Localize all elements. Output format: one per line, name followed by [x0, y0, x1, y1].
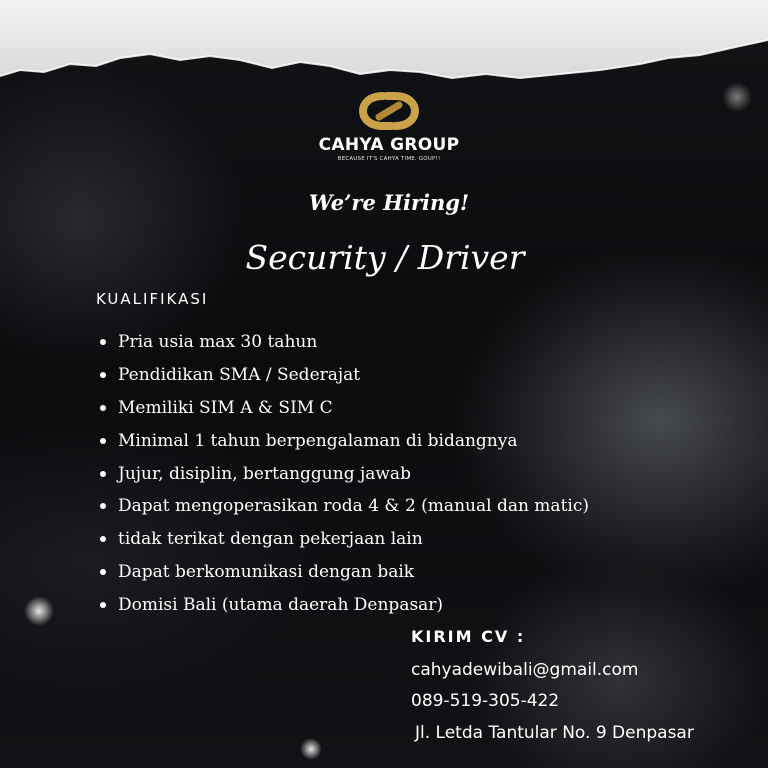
- qualification-text: Jujur, disiplin, bertanggung jawab: [118, 463, 411, 484]
- send-cv-title: KIRIM CV :: [411, 627, 526, 646]
- bullet-icon: [100, 405, 106, 411]
- bullet-icon: [100, 503, 106, 509]
- brand-name: CAHYA GROUP: [318, 135, 460, 155]
- bullet-icon: [100, 569, 106, 575]
- bullet-icon: [100, 602, 106, 608]
- bullet-icon: [100, 438, 106, 444]
- list-item: [100, 424, 589, 457]
- light-sparkle: [300, 738, 322, 760]
- contact-address: Jl. Letda Tantular No. 9 Denpasar: [415, 723, 694, 743]
- qualification-text: Domisi Bali (utama daerah Denpasar): [118, 594, 444, 615]
- cahya-logo-icon: [357, 90, 421, 132]
- contact-phone: 089-519-305-422: [411, 691, 560, 711]
- bullet-icon: [100, 471, 106, 477]
- qualifications-list: [100, 326, 589, 621]
- qualifications-title: KUALIFIKASI: [96, 290, 209, 308]
- light-sparkle: [24, 596, 54, 626]
- list-item: [100, 392, 589, 425]
- qualification-text: Dapat mengoperasikan roda 4 & 2 (manual dan matic): [118, 496, 589, 517]
- qualification-text: Minimal 1 tahun berpengalaman di bidangnya: [118, 430, 518, 451]
- position-title: Security / Driver: [245, 238, 525, 277]
- light-sparkle: [722, 82, 752, 112]
- qualification-text: Memiliki SIM A & SIM C: [118, 397, 333, 418]
- list-item: [100, 326, 589, 359]
- bullet-icon: [100, 372, 106, 378]
- contact-email: cahyadewibali@gmail.com: [411, 660, 639, 680]
- list-item: [100, 359, 589, 392]
- qualification-text: Pria usia max 30 tahun: [118, 332, 318, 353]
- bullet-icon: [100, 536, 106, 542]
- list-item: [100, 457, 589, 490]
- qualification-text: Dapat berkomunikasi dengan baik: [118, 561, 415, 582]
- list-item: [100, 523, 589, 556]
- qualification-text: tidak terikat dengan pekerjaan lain: [118, 529, 423, 550]
- list-item: [100, 556, 589, 589]
- bullet-icon: [100, 339, 106, 345]
- list-item: [100, 490, 589, 523]
- hiring-heading: We’re Hiring!: [308, 190, 470, 215]
- brand-tagline: BECAUSE IT'S CAHYA TIME. GOUP!!: [337, 156, 441, 162]
- list-item: [100, 588, 589, 621]
- qualification-text: Pendidikan SMA / Sederajat: [118, 365, 361, 386]
